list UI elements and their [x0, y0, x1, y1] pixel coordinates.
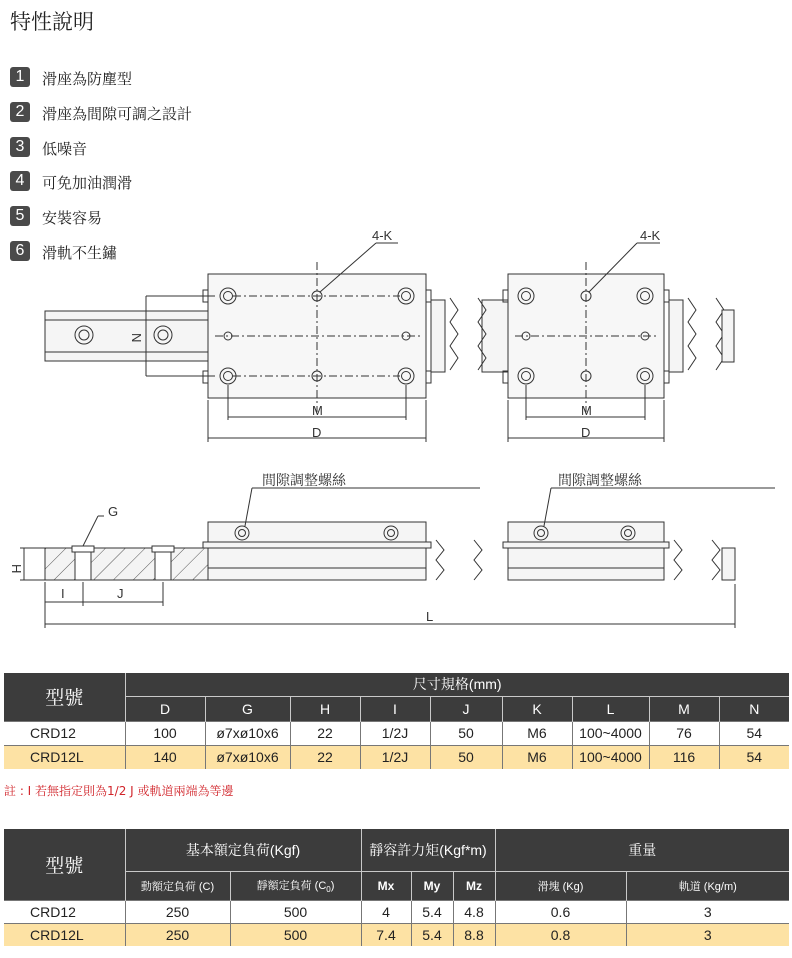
- top-view-right: [478, 243, 734, 442]
- table-cell: 76: [649, 721, 719, 745]
- feature-label: 安裝容易: [42, 209, 103, 228]
- table-cell: 0.6: [495, 900, 626, 923]
- table-row: [4, 721, 789, 745]
- feature-number-badge: 6: [10, 241, 30, 261]
- table-cell: 0.8: [495, 923, 626, 946]
- table-cell: 8.8: [453, 923, 495, 946]
- table-cell: 22: [290, 721, 360, 745]
- hole-label: 4-K: [640, 228, 661, 243]
- dim-label-d: D: [581, 425, 591, 440]
- dim-label-m: M: [312, 403, 323, 418]
- table-cell: 50: [430, 745, 502, 769]
- footnote: 註 : I 若無指定則為1/2 J 或軌道兩端為等邊: [4, 784, 234, 798]
- hole-label: 4-K: [372, 228, 393, 243]
- table-cell: 250: [125, 923, 230, 946]
- weight-group-header: 重量: [495, 829, 789, 871]
- subheader-block-weight: 滑塊 (Kg): [495, 871, 626, 900]
- dim-label-j: J: [117, 586, 124, 601]
- feature-number-badge: 3: [10, 137, 30, 157]
- dim-label-m: M: [581, 403, 592, 418]
- adjust-screw-label: 間隙調整螺絲: [558, 472, 642, 488]
- table-cell: M6: [502, 745, 572, 769]
- table-cell: 54: [719, 745, 789, 769]
- dimension-spec-table: [4, 673, 789, 769]
- column-header: G: [205, 696, 290, 721]
- column-header: M: [649, 696, 719, 721]
- feature-label: 滑座為間隙可調之設計: [42, 104, 193, 123]
- dim-label-d: D: [312, 425, 322, 440]
- feature-number-badge: 5: [10, 206, 30, 226]
- subheader-mz: Mz: [453, 871, 495, 900]
- subheader-mx: Mx: [361, 871, 411, 900]
- table-cell: 4.8: [453, 900, 495, 923]
- table-cell: 500: [230, 900, 361, 923]
- feature-label: 可免加油潤滑: [42, 174, 133, 193]
- dim-label-h: H: [9, 564, 24, 574]
- table-cell: 5.4: [411, 923, 453, 946]
- table-cell: 54: [719, 721, 789, 745]
- table-cell: 1/2J: [360, 745, 430, 769]
- feature-item: [10, 66, 192, 101]
- model-header: 型號: [45, 688, 84, 710]
- table-row: [4, 745, 789, 769]
- dim-label-l: L: [426, 609, 434, 624]
- table-cell: 3: [626, 923, 789, 946]
- subheader-static-load: 靜額定負荷 $(C_0)$: [230, 871, 361, 900]
- feature-label: 滑座為防塵型: [42, 70, 133, 88]
- feature-item: [10, 136, 192, 171]
- table-cell: 116: [649, 745, 719, 769]
- dim-label-i: I: [61, 586, 65, 601]
- subheader-my: My: [411, 871, 453, 900]
- model-cell: CRD12L: [4, 745, 125, 769]
- table-row: [4, 900, 789, 923]
- column-header: D: [125, 696, 205, 721]
- table-cell: 100: [125, 721, 205, 745]
- adjust-screw-label: 間隙調整螺絲: [262, 472, 346, 488]
- table-cell: 5.4: [411, 900, 453, 923]
- table-cell: 140: [125, 745, 205, 769]
- table-cell: 1/2J: [360, 721, 430, 745]
- table-cell: 250: [125, 900, 230, 923]
- load-spec-table: [4, 829, 789, 946]
- side-view-right: [474, 488, 775, 580]
- feature-number-badge: 2: [10, 102, 30, 122]
- table-cell: ø7xø10x6: [205, 745, 290, 769]
- dim-label-n: N: [129, 333, 144, 343]
- table-cell: M6: [502, 721, 572, 745]
- table-cell: 4: [361, 900, 411, 923]
- dim-label-g: G: [108, 504, 119, 519]
- feature-item: [10, 101, 192, 136]
- column-header: J: [430, 696, 502, 721]
- model-cell: CRD12: [4, 721, 125, 745]
- table-cell: 100~4000: [572, 745, 649, 769]
- feature-label: 低噪音: [42, 139, 88, 158]
- column-header: K: [502, 696, 572, 721]
- table-cell: 3: [626, 900, 789, 923]
- page-title: 特性說明: [10, 10, 94, 34]
- dimension-group-header: 尺寸規格(mm): [125, 673, 789, 696]
- subheader-rail-weight: 軌道 (Kg/m): [626, 871, 789, 900]
- feature-number-badge: 1: [10, 67, 30, 87]
- moment-group-header: 靜容許力矩(Kgf*m): [361, 829, 495, 871]
- feature-item: [10, 170, 192, 205]
- load-group-header: 基本額定負荷(Kgf): [125, 829, 361, 871]
- feature-number-badge: 4: [10, 171, 30, 191]
- subheader-dynamic-load: 動額定負荷 (C): [125, 871, 230, 900]
- column-header: L: [572, 696, 649, 721]
- model-cell: CRD12: [4, 900, 125, 923]
- column-header: I: [360, 696, 430, 721]
- technical-drawing: [0, 225, 792, 635]
- table-cell: ø7xø10x6: [205, 721, 290, 745]
- table-cell: 7.4: [361, 923, 411, 946]
- column-header: H: [290, 696, 360, 721]
- model-header: 型號: [45, 855, 84, 877]
- table-cell: 50: [430, 721, 502, 745]
- table-row: [4, 923, 789, 946]
- column-header: N: [719, 696, 789, 721]
- top-view-left: [45, 243, 458, 442]
- table-cell: 500: [230, 923, 361, 946]
- feature-label: 滑軌不生鏽: [42, 243, 118, 262]
- model-cell: CRD12L: [4, 923, 125, 946]
- table-cell: 100~4000: [572, 721, 649, 745]
- table-cell: 22: [290, 745, 360, 769]
